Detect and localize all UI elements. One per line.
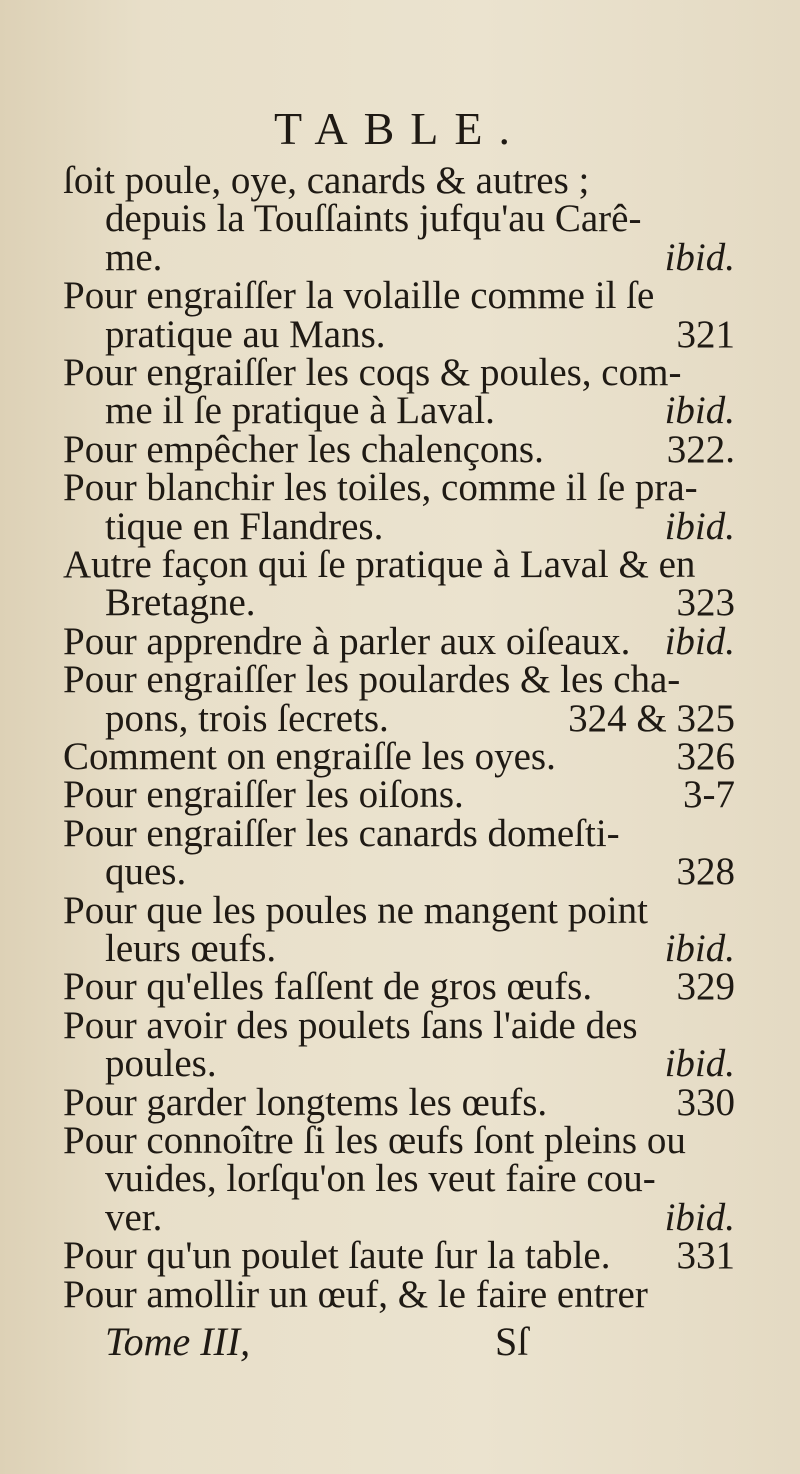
line-text: Pour engraiſſer les canards domeſti- <box>63 811 620 855</box>
line-text: pons, trois ſecrets. <box>105 696 389 740</box>
line-text: tique en Flandres. <box>105 504 384 548</box>
line-text: Pour avoir des poulets ſans l'aide des <box>63 1003 638 1047</box>
page-ref: ibid. <box>664 927 735 970</box>
line-text: Pour engraiſſer la volaille comme il ſe <box>63 274 655 318</box>
line-text: Pour garder longtems les œufs. <box>63 1080 548 1124</box>
line-text: Pour amollir un œuf, & le faire entrer <box>63 1272 648 1316</box>
line-text: leurs œufs. <box>105 927 277 970</box>
page-ref: 328 <box>676 850 735 894</box>
line-text: me. <box>105 235 163 279</box>
line-text: Bretagne. <box>105 581 256 625</box>
line-text: Pour engraiſſer les poulardes & les cha- <box>63 658 681 702</box>
line-text: Autre façon qui ſe pratique à Laval & en <box>63 543 696 586</box>
page-ref: ibid. <box>664 389 735 433</box>
line-text: vuides, lorſqu'on les veut faire cou- <box>105 1157 656 1201</box>
page-ref: 331 <box>676 1234 735 1278</box>
line-text: ſoit poule, oye, canards & autres ; <box>63 159 590 202</box>
line-text: poules. <box>105 1042 217 1086</box>
line-text: Pour engraiſſer les oiſons. <box>63 773 464 817</box>
line-text: ver. <box>105 1195 163 1239</box>
page-ref: ibid. <box>664 619 735 663</box>
line-text: Pour que les poules ne mangent point <box>63 888 648 932</box>
line-text: pratique au Mans. <box>105 312 386 356</box>
line-text: depuis la Touſſaints jufqu'au Carê- <box>105 197 642 241</box>
page-ref: 321 <box>676 312 735 356</box>
line-text: Pour blanchir les toiles, comme il ſe pra- <box>63 466 698 510</box>
page-ref: ibid. <box>664 1195 735 1239</box>
line-text: Comment on engraiſſe les oyes. <box>63 735 556 778</box>
page-ref: ibid. <box>664 235 735 279</box>
page-ref: 326 <box>676 735 735 778</box>
page-ref: 3-7 <box>683 773 735 817</box>
page-ref: 329 <box>676 965 735 1009</box>
line-text: Pour apprendre à parler aux oiſeaux. <box>63 619 631 663</box>
page-header: TABLE. <box>273 103 526 154</box>
line-text: Pour qu'elles faſſent de gros œufs. <box>63 965 593 1009</box>
gathering-signature: Sſ <box>495 1319 529 1364</box>
page-ref: ibid. <box>664 1042 735 1086</box>
line-text: Pour engraiſſer les coqs & poules, com- <box>63 351 682 394</box>
page-ref: ibid. <box>664 504 735 548</box>
volume-signature: Tome III, <box>105 1319 251 1364</box>
page-ref: 322. <box>666 427 735 471</box>
line-text: me il ſe pratique à Laval. <box>105 389 495 433</box>
line-text: Pour qu'un poulet ſaute ſur la table. <box>63 1234 611 1278</box>
page-ref: 330 <box>676 1080 735 1124</box>
line-text: Pour empêcher les chalençons. <box>63 427 544 471</box>
page-ref: 324 & 325 <box>568 696 735 740</box>
line-text: ques. <box>105 850 187 894</box>
index-line <box>63 1272 735 1318</box>
line-text: Pour connoître ſi les œufs ſont pleins ou <box>63 1119 686 1162</box>
page-ref: 323 <box>676 581 735 625</box>
